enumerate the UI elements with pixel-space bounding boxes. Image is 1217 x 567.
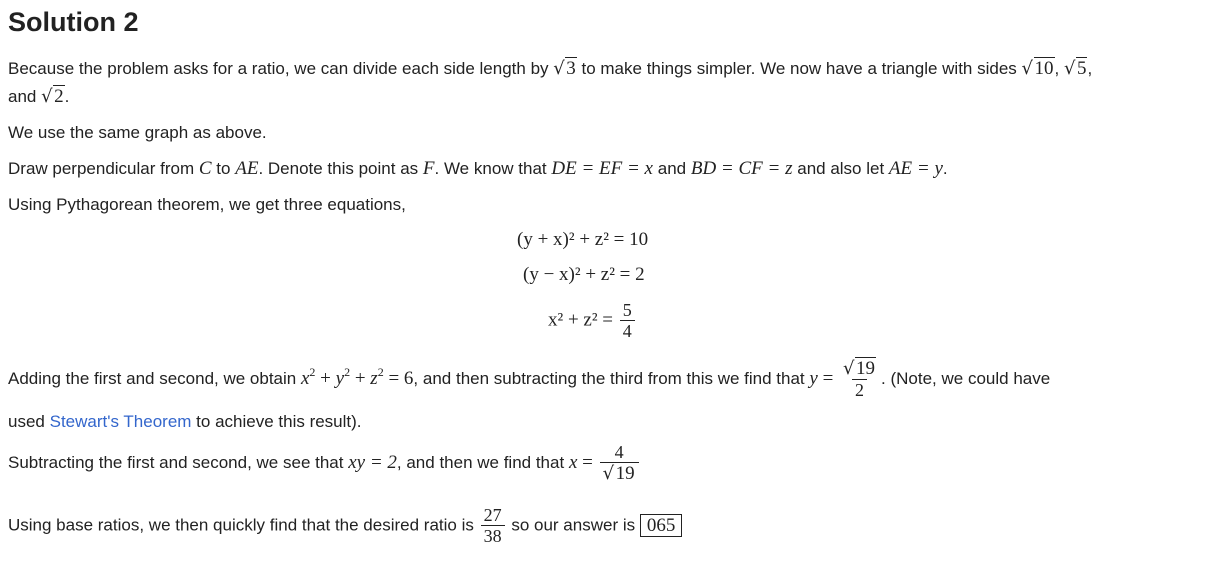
- equation-3: x² + z² = $\frac{5}{4}$: [548, 300, 637, 341]
- section-heading: Solution 2: [8, 7, 139, 37]
- sqrt-5: √ 5: [1063, 58, 1087, 79]
- fraction-y: √ 19 2: [843, 358, 876, 400]
- paragraph-6: Subtracting the first and second, we see that xy = 2, and then we find that x = 4 √ 19: [8, 442, 641, 484]
- paragraph-1: Because the problem asks for a ratio, we can divide each side length by √ 3 to make things simpler. We now have a triangle with sides √ 10, √ 5,: [8, 58, 1093, 79]
- sqrt-3: √ 3: [553, 58, 576, 79]
- equation-ae: AE = y: [888, 158, 943, 179]
- equation-2: (y − x)² + z² = 2: [523, 264, 645, 285]
- paragraph-5: Adding the first and second, we obtain $x^2 + y^2 + z^2 = 6$, and then subtracting the third from this we find that y = √ 19 2 . (Note, we could have: [8, 358, 1051, 400]
- answer-box: 065: [640, 514, 683, 537]
- fraction-x: 4 √ 19: [600, 442, 639, 484]
- stewarts-theorem-link[interactable]: Stewart's Theorem: [49, 412, 192, 431]
- sqrt-10: √ 10: [1021, 58, 1054, 79]
- equation-bd-cf: BD = CF = z: [690, 158, 793, 179]
- equation-1: (y + x)² + z² = 10: [517, 229, 649, 250]
- paragraph-7: Using base ratios, we then quickly find that the desired ratio is $\frac{27}{38}$ so our answer is 065: [8, 505, 682, 546]
- paragraph-4: Using Pythagorean theorem, we get three equations,: [8, 195, 406, 214]
- paragraph-5-cont: used Stewart's Theorem to achieve this result).: [8, 412, 362, 431]
- paragraph-3: Draw perpendicular from C to AE. Denote this point as F. We know that DE = EF = x and BD = CF = z and also let AE = y.: [8, 158, 948, 179]
- paragraph-1-cont: and √ 2.: [8, 86, 70, 107]
- fraction-ratio: $\frac{27}{38}$: [481, 505, 505, 546]
- sqrt-2: √ 2: [41, 86, 64, 107]
- equation-de-ef: DE = EF = x: [551, 158, 653, 179]
- paragraph-2: We use the same graph as above.: [8, 123, 267, 142]
